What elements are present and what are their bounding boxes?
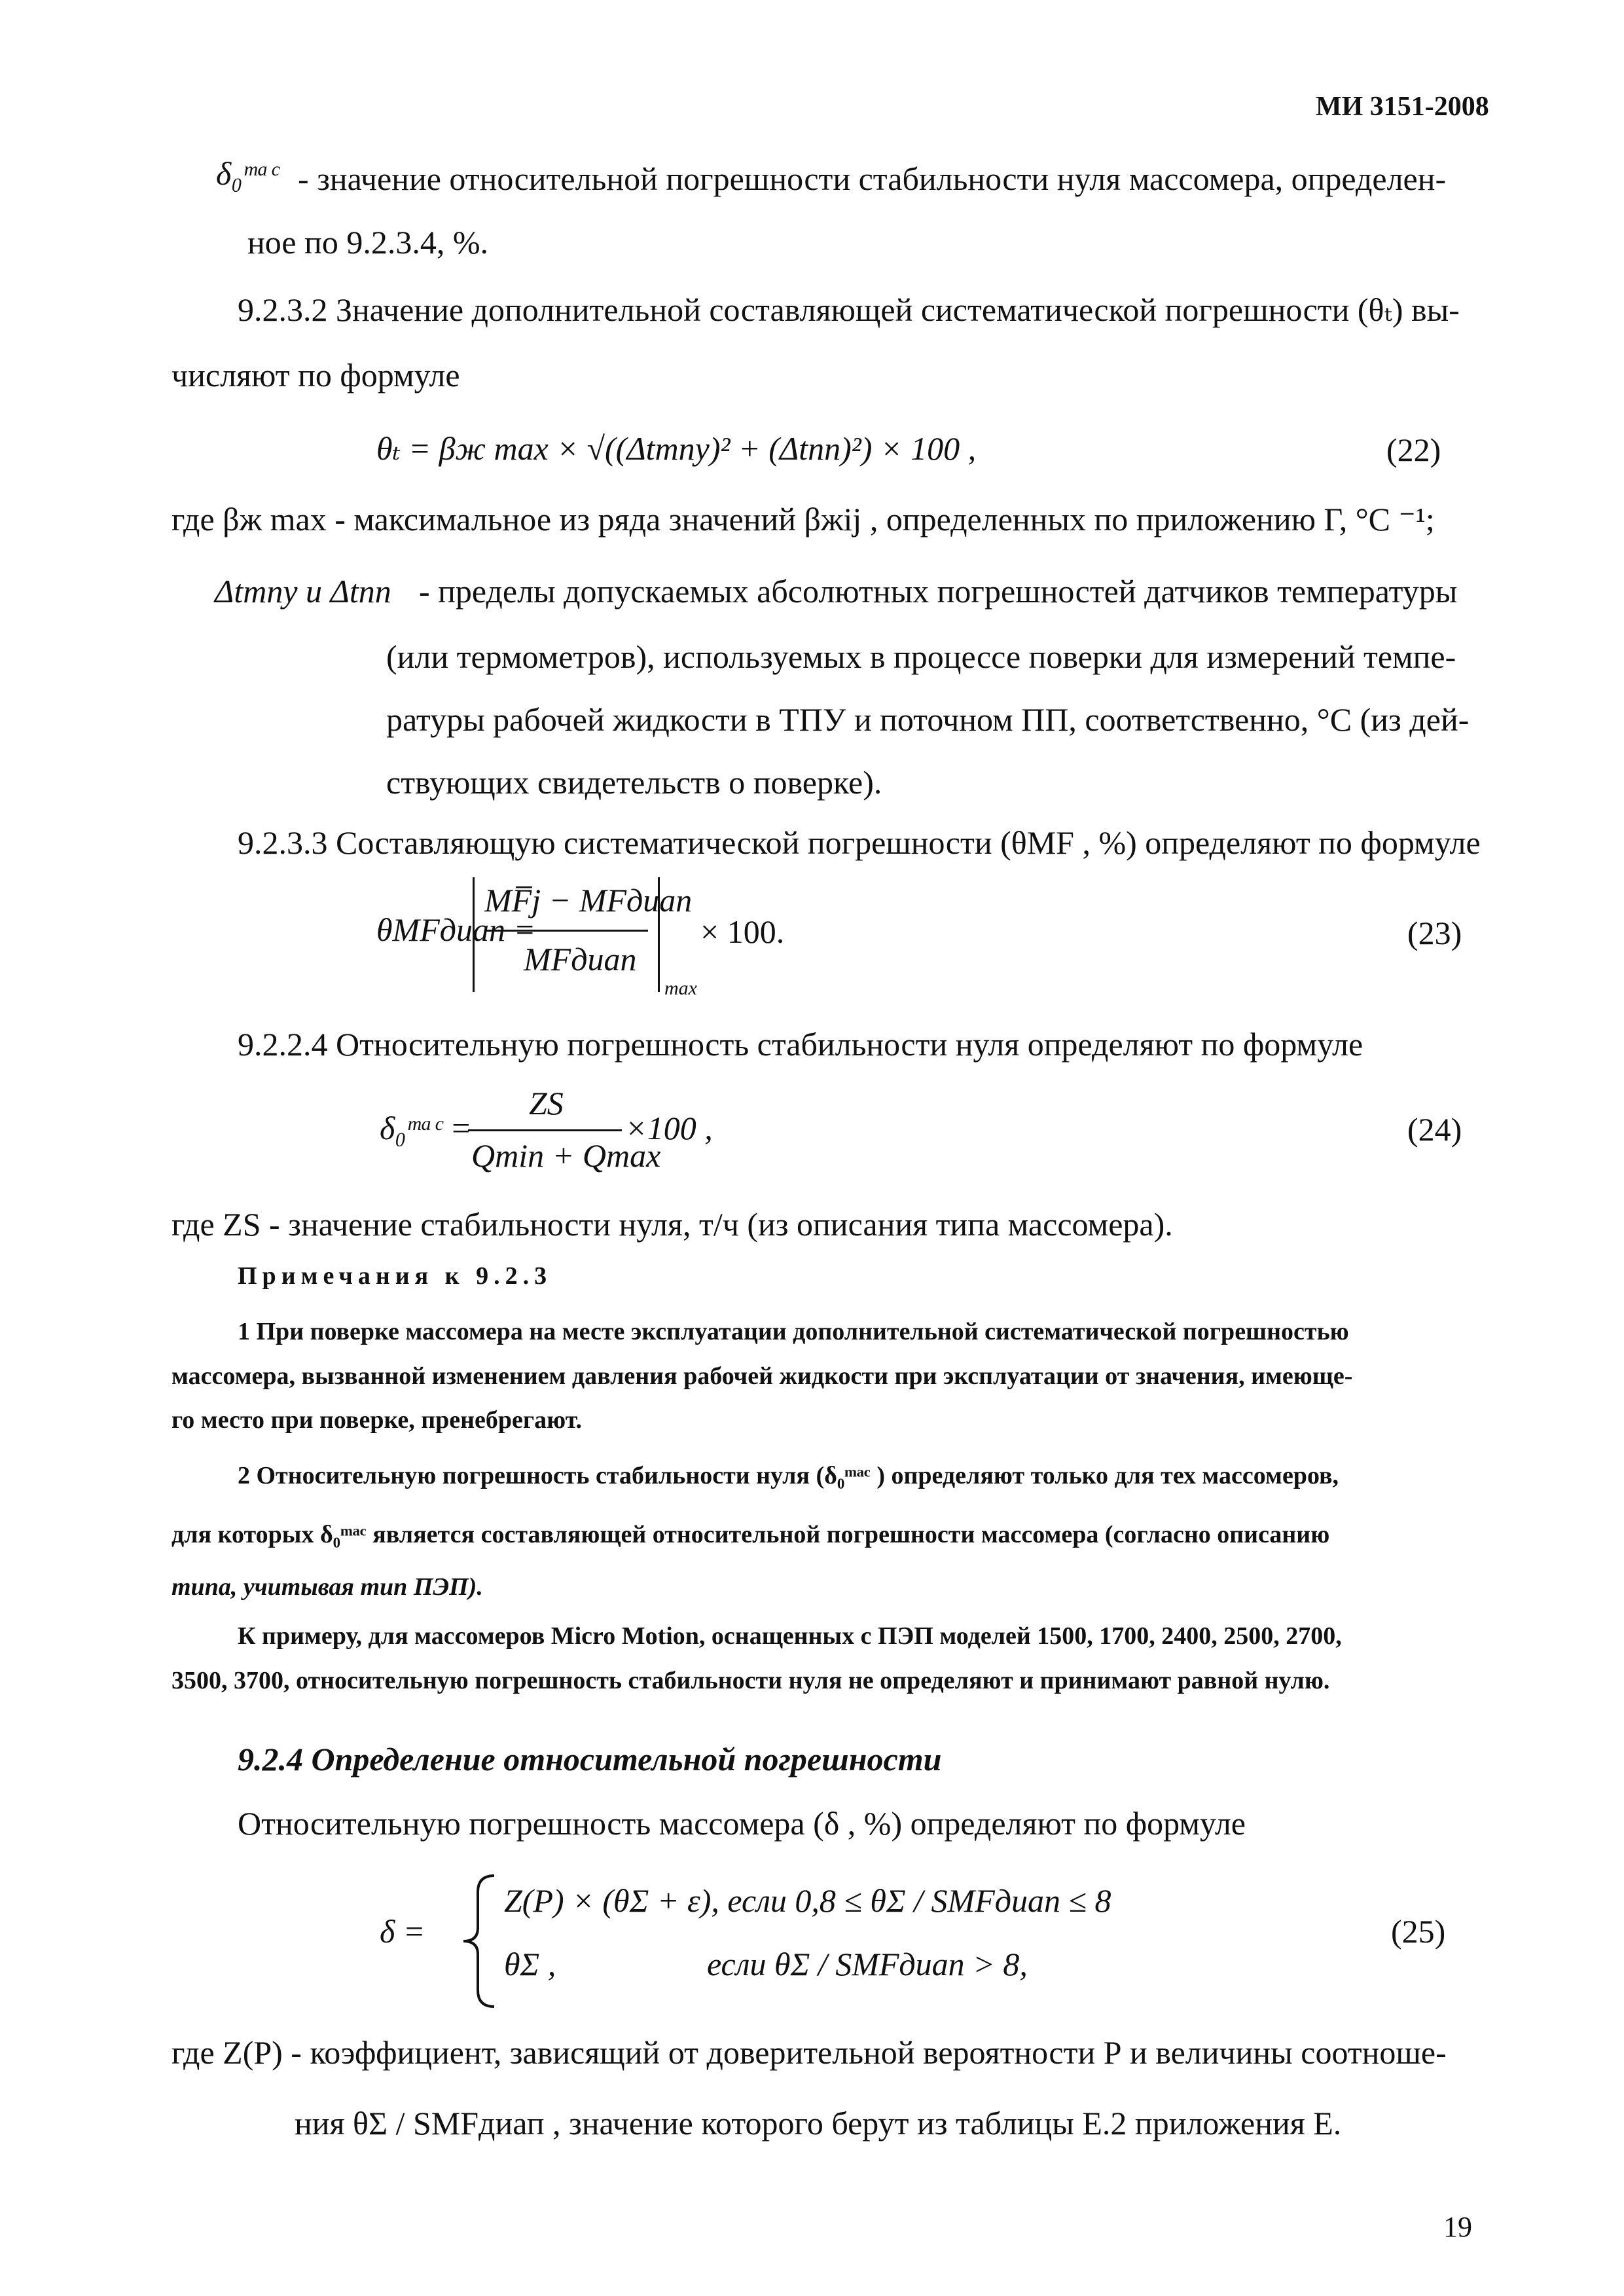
- abs-bar-left: [473, 877, 475, 992]
- equation-number: (24): [1407, 1111, 1462, 1148]
- notes-title: Примечания к 9.2.3: [238, 1262, 552, 1290]
- paragraph-line: ное по 9.2.3.4, %.: [247, 224, 488, 261]
- paragraph-line: 9.2.3.2 Значение дополнительной составляющей систематической погрешности (θₜ) вы-: [238, 291, 1460, 328]
- brace-icon: [458, 1872, 497, 2010]
- formula-22: θₜ = βж max × √((Δtтпу)² + (Δtпп)²) × 100 ,: [376, 430, 977, 467]
- formula-24-lhs: δ₀ᵐᵃᶜ =: [380, 1110, 472, 1146]
- formula-23-tail: × 100.: [700, 913, 785, 950]
- formula-23-denominator: MFдиап: [524, 941, 637, 977]
- formula-25-case1: Z(P) × (θΣ + ε), если 0,8 ≤ θΣ / SMFдиап ≤ 8: [504, 1882, 1111, 1919]
- paragraph-line: (или термометров), используемых в процессе поверки для измерений темпе-: [386, 638, 1456, 675]
- note-line: типа, учитывая тип ПЭП).: [171, 1573, 483, 1601]
- paragraph-line: ратуры рабочей жидкости в ТПУ и поточном ПП, соответственно, °С (из дей-: [386, 701, 1470, 738]
- paragraph-line: - пределы допускаемых абсолютных погрешностей датчиков температуры: [419, 573, 1458, 610]
- paragraph-line: где Z(P) - коэффициент, зависящий от доверительной вероятности Р и величины соотноше-: [171, 2034, 1447, 2071]
- equation-number: (25): [1391, 1913, 1446, 1950]
- formula-24-tail: ×100 ,: [625, 1110, 713, 1146]
- paragraph-line: 9.2.2.4 Относительную погрешность стабильности нуля определяют по формуле: [238, 1026, 1363, 1063]
- formula-24-denominator: Qmin + Qmax: [471, 1137, 661, 1174]
- paragraph-line: ствующих свидетельств о поверке).: [386, 764, 882, 801]
- document-id: МИ 3151-2008: [1316, 92, 1489, 122]
- paragraph-line: - значение относительной погрешности стабильности нуля массомера, определен-: [298, 160, 1447, 197]
- note-line: массомера, вызванной изменением давления рабочей жидкости при эксплуатации от значения, имеюще-: [171, 1362, 1353, 1390]
- symbol-delta0-mac: δ₀ᵐᵃᶜ: [216, 155, 278, 192]
- section-heading: 9.2.4 Определение относительной погрешности: [238, 1741, 942, 1777]
- page-number: 19: [1443, 2211, 1472, 2243]
- formula-23-subscript: max: [664, 977, 697, 999]
- fraction-line: [468, 1129, 622, 1131]
- paragraph-line: Относительную погрешность массомера (δ , %) определяют по формуле: [238, 1805, 1246, 1842]
- formula-23-numerator: MF̅j − MFдиап: [484, 882, 693, 919]
- note-line: для которых δ₀ᵐᵃᶜ является составляющей относительной погрешности массомера (согласно описанию: [171, 1521, 1330, 1548]
- paragraph-line: где βж max - максимальное из ряда значений βжij , определенных по приложению Г, °С ⁻¹;: [171, 501, 1435, 538]
- equation-number: (23): [1407, 915, 1462, 951]
- equation-number: (22): [1386, 431, 1441, 468]
- paragraph-line: 9.2.3.3 Составляющую систематической погрешности (θMF , %) определяют по формуле: [238, 824, 1481, 861]
- paragraph-line: ния θΣ / SMFдиап , значение которого берут из таблицы Е.2 приложения Е.: [295, 2105, 1342, 2141]
- paragraph-line: числяют по формуле: [171, 357, 460, 393]
- formula-23-lhs: θMFдиап =: [376, 911, 536, 948]
- fraction-line: [484, 930, 648, 932]
- symbol-delta-t: Δtтпу и Δtпп: [215, 573, 391, 610]
- formula-24-numerator: ZS: [529, 1085, 564, 1121]
- note-line: го место при поверке, пренебрегают.: [171, 1406, 583, 1434]
- paragraph-line: где ZS - значение стабильности нуля, т/ч (из описания типа массомера).: [171, 1206, 1173, 1243]
- note-line: К примеру, для массомеров Micro Motion, оснащенных с ПЭП моделей 1500, 1700, 2400, 2500, 2700,: [238, 1622, 1342, 1650]
- formula-25-case2-cond: если θΣ / SMFдиап > 8,: [707, 1946, 1028, 1982]
- note-line: 3500, 3700, относительную погрешность стабильности нуля не определяют и принимают равной нулю.: [171, 1667, 1330, 1694]
- note-line: 2 Относительную погрешность стабильности нуля (δ₀ᵐᵃᶜ ) определяют только для тех массомеров,: [238, 1462, 1339, 1489]
- formula-25-case2-expr: θΣ ,: [504, 1946, 556, 1982]
- note-line: 1 При поверке массомера на месте эксплуатации дополнительной систематической погрешностью: [238, 1318, 1349, 1345]
- formula-25-lhs: δ =: [380, 1913, 425, 1950]
